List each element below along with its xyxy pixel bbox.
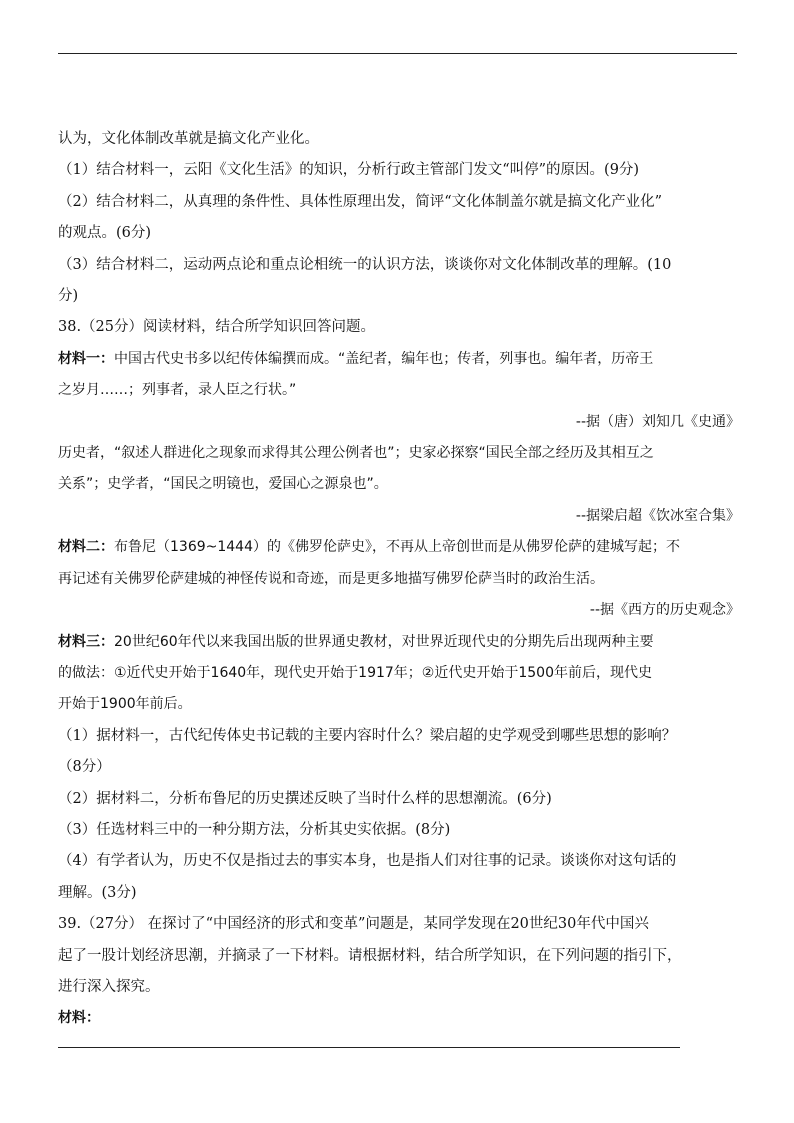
material-label: 材料：: [58, 1010, 100, 1027]
question-38-1: （1）据材料一，古代纪传体史书记载的主要内容时什么？梁启超的史学观受到哪些思想的影响？: [58, 727, 677, 744]
text-line: 开始于1900年前后。: [58, 696, 192, 713]
text-line: 起了一股计划经济思潮，并摘录了一下材料。请根据材料，结合所学知识，在下列问题的指引下，: [58, 947, 682, 964]
material-1-source-2: --据梁启超《饮冰室合集》: [575, 507, 740, 524]
question-38-2: （2）据材料二，分析布鲁尼的历史撰述反映了当时什么样的思想潮流。(6分): [58, 790, 552, 807]
material-1-text: 中国古代史书多以纪传体编撰而成。“盖纪者，编年也；传者，列事也。编年者，历帝王: [114, 350, 654, 367]
text-line: 再记述有关佛罗伦萨建城的神怪传说和奇迹，而是更多地描写佛罗伦萨当时的政治生活。: [58, 570, 604, 587]
text-line: 进行深入探究。: [58, 978, 160, 995]
question-37-3: （3）结合材料二，运动两点论和重点论相统一的认识方法，谈谈你对文化体制改革的理解。(10: [58, 256, 672, 273]
text-line: （8分）: [58, 759, 111, 776]
question-38-heading: 38.（25分）阅读材料，结合所学知识回答问题。: [58, 319, 376, 336]
material-2-text: 布鲁尼（1369~1444）的《佛罗伦萨史》，不再从上帝创世而是从佛罗伦萨的建城写起；不: [114, 539, 680, 556]
header-rule: [58, 53, 737, 54]
text-line: 理解。(3分): [58, 884, 137, 901]
material-3-label: 材料三：: [58, 633, 114, 650]
material-2: [58, 532, 740, 563]
question-37-2: （2）结合材料二，从真理的条件性、具体性原理出发，简评“文化体制盖尔就是搞文化产业化”: [58, 193, 663, 210]
text-line: 的做法：①近代史开始于1640年，现代史开始于1917年；②近代史开始于1500年前后，现代史: [58, 664, 652, 681]
text-line: 关系”；史学者，“国民之明镜也，爱国心之源泉也”。: [58, 476, 388, 493]
footer-rule: [58, 1047, 680, 1048]
question-39-heading: 39.（27分） 在探讨了“中国经济的形式和变革”问题是，某同学发现在20世纪30年代中国兴: [58, 916, 649, 933]
material-1-source: --据（唐）刘知几《史通》: [575, 413, 740, 430]
question-38-3: （3）任选材料三中的一种分期方法，分析其史实依据。(8分): [58, 821, 451, 838]
question-37-1: （1）结合材料一，云阳《文化生活》的知识，分析行政主管部门发文“叫停”的原因。(9分): [58, 162, 640, 179]
material-2-label: 材料二：: [58, 539, 114, 556]
material-3: [58, 627, 740, 658]
text-line: 历史者，“叙述人群进化之现象而求得其公理公例者也”；史家必探察“国民全部之经历及其相互之: [58, 445, 654, 462]
text-line: 分): [58, 288, 79, 305]
material-1: [58, 344, 740, 375]
material-1-label: 材料一：: [58, 350, 114, 367]
question-38-4: （4）有学者认为，历史不仅是指过去的事实本身，也是指人们对往事的记录。谈谈你对这句话的: [58, 853, 677, 870]
document-body: [58, 124, 740, 1035]
material-3-text: 20世纪60年代以来我国出版的世界通史教材，对世界近现代史的分期先后出现两种主要: [114, 633, 654, 650]
text-line: 之岁月……；列事者，录人臣之行状。”: [58, 382, 297, 399]
text-line: 的观点。(6分): [58, 225, 152, 242]
material-2-source: --据《西方的历史观念》: [589, 602, 740, 619]
text-line: 认为，文化体制改革就是搞文化产业化。: [58, 131, 319, 147]
